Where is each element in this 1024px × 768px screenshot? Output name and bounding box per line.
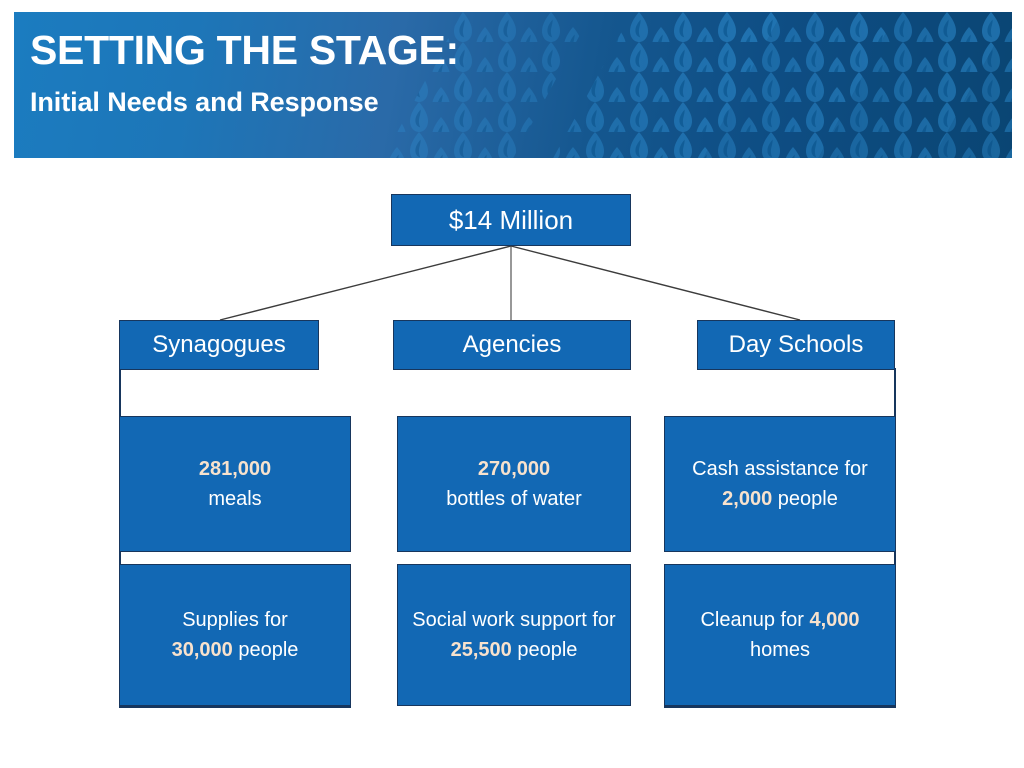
node-root-label: $14 Million [448,204,574,235]
node-category-agencies-label: Agencies [462,331,562,358]
header-banner [14,12,1012,158]
node-category-agencies[interactable] [393,320,631,370]
detail-suffix: people [238,639,299,661]
node-detail-day-schools-1[interactable] [664,416,896,552]
detail-prefix: Social work support for [412,609,616,631]
detail-number: 25,500 [450,639,512,661]
node-detail-synagogues-1-text [120,454,350,514]
detail-line2: bottles of water [446,488,582,510]
node-detail-day-schools-2[interactable] [664,564,896,706]
node-detail-agencies-2-text [398,605,630,665]
detail-prefix: Cash assistance for [692,458,868,480]
node-detail-agencies-1-text [398,454,630,514]
banner-text-block [30,26,459,120]
node-detail-synagogues-1[interactable] [119,416,351,552]
node-detail-synagogues-2[interactable] [119,564,351,706]
node-detail-day-schools-1-text [665,454,895,514]
detail-prefix: Cleanup for [700,609,804,631]
detail-line2: meals [208,488,262,510]
detail-suffix: people [777,488,838,510]
detail-number: 270,000 [477,458,551,480]
page-subtitle: Initial Needs and Response [30,87,379,117]
node-category-day-schools[interactable] [697,320,895,370]
rail-right-bottom [664,706,896,708]
node-category-synagogues[interactable] [119,320,319,370]
detail-suffix: homes [749,639,811,661]
detail-number: 4,000 [809,609,860,631]
detail-number: 2,000 [722,488,773,510]
detail-suffix: people [517,639,578,661]
node-detail-agencies-2[interactable] [397,564,631,706]
node-detail-day-schools-2-text [665,605,895,665]
rail-left-bottom [119,706,351,708]
detail-prefix: Supplies for [182,609,288,631]
node-detail-synagogues-2-text [120,605,350,665]
org-chart [0,158,1024,768]
detail-number: 30,000 [171,639,233,661]
detail-number: 281,000 [198,458,272,480]
node-category-day-schools-label: Day Schools [728,331,864,358]
node-category-synagogues-label: Synagogues [152,331,286,358]
node-detail-agencies-1[interactable] [397,416,631,552]
node-root-budget[interactable] [391,194,631,246]
page-title: SETTING THE STAGE: [30,27,459,73]
